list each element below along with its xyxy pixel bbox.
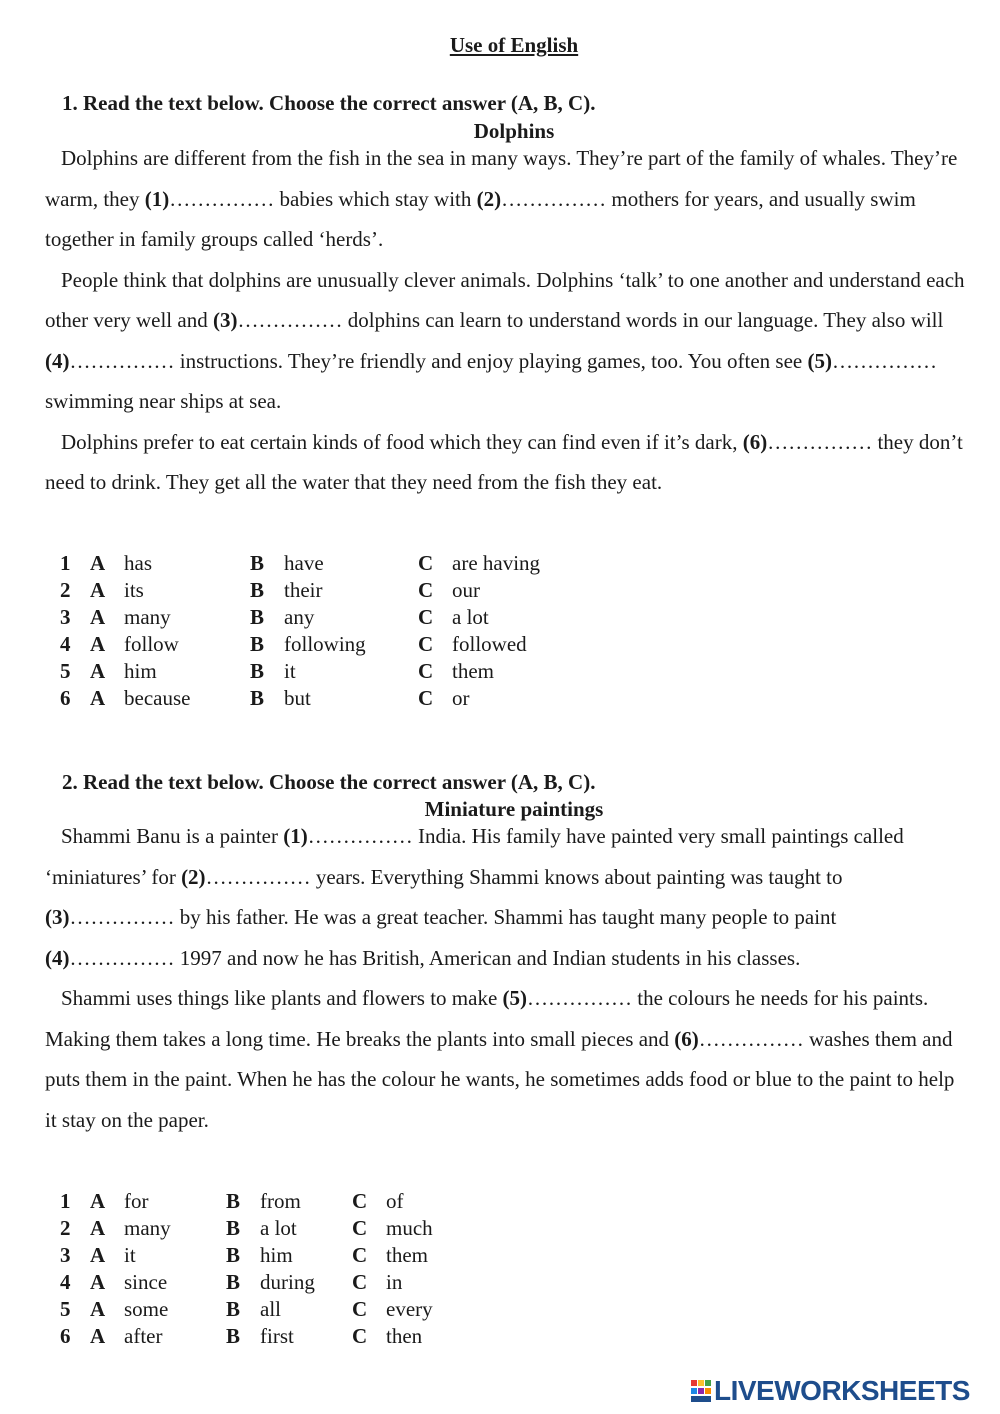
option-a[interactable]: some xyxy=(124,1297,169,1321)
gap-4-label: (4) xyxy=(45,348,70,373)
option-b[interactable]: all xyxy=(260,1297,281,1321)
option-b[interactable]: following xyxy=(284,632,366,656)
gap-6-blank[interactable]: …………… xyxy=(767,429,873,454)
task1-option-row: 1 A has B have C are having xyxy=(60,551,541,575)
option-b[interactable]: it xyxy=(284,659,296,683)
option-c[interactable]: every xyxy=(386,1297,433,1321)
gap-3-label: (3) xyxy=(212,308,238,332)
option-a[interactable]: follow xyxy=(124,632,179,656)
task1-options xyxy=(60,550,540,712)
option-a[interactable]: its xyxy=(124,578,144,602)
task2-options xyxy=(60,1188,433,1350)
gap-2-label: (2) xyxy=(476,186,502,211)
option-c[interactable]: our xyxy=(452,578,480,602)
task2-option-row: 1 A for B from C of xyxy=(60,1189,404,1213)
gap-4-label: (4) xyxy=(45,945,70,970)
gap-5-blank[interactable]: …………… xyxy=(832,348,937,373)
task2-paragraph-2: Shammi uses things like plants and flowers to make (5)…………… the colours he needs for his paints. Making them takes a long time. He breaks the plants into small pieces and (6)…………… washes them and puts them in the paint. When he has the colour he wants, he sometimes adds food or blue to the paint to help it stay on the paper. xyxy=(45,986,955,1132)
gap-6-label: (6) xyxy=(742,429,768,454)
task2-option-row: 6 A after B first C then xyxy=(60,1324,423,1348)
gap-4-blank[interactable]: …………… xyxy=(69,945,175,970)
gap-1-blank[interactable]: …………… xyxy=(307,824,413,848)
gap-3-label: (3) xyxy=(45,905,70,929)
task1-paragraph-2: People think that dolphins are unusually clever animals. Dolphins ‘talk’ to one another and understand each other very well and (3)…………… dolphins can learn to understand words in our language. They also will (4)…………… instructions. They’re friendly and enjoy playing games, too. You often see (5)…………… swimming near ships at sea. xyxy=(45,267,965,413)
option-a[interactable]: because xyxy=(124,686,191,710)
option-c[interactable]: then xyxy=(386,1324,423,1348)
option-a[interactable]: many xyxy=(124,605,171,629)
option-c[interactable]: them xyxy=(386,1243,428,1267)
gap-2-blank[interactable]: …………… xyxy=(205,864,311,889)
gap-6-blank[interactable]: …………… xyxy=(698,1026,804,1051)
option-c[interactable]: in xyxy=(386,1270,403,1294)
gap-3-blank[interactable]: …………… xyxy=(237,308,343,332)
task2-option-row: 3 A it B him C them xyxy=(60,1243,428,1267)
option-c[interactable]: much xyxy=(386,1216,433,1240)
task1-heading: 1. Read the text below. Choose the correct answer (A, B, C). xyxy=(62,91,596,115)
option-c[interactable]: them xyxy=(452,659,494,683)
gap-2-blank[interactable]: …………… xyxy=(501,186,607,211)
option-c[interactable]: are having xyxy=(452,551,541,575)
option-a[interactable]: it xyxy=(124,1243,136,1267)
option-a[interactable]: him xyxy=(124,659,157,683)
task1-option-row: 6 A because B but C or xyxy=(60,686,470,710)
option-b[interactable]: but xyxy=(284,686,311,710)
task1-passage-title: Dolphins xyxy=(473,119,555,143)
option-b[interactable]: from xyxy=(260,1189,301,1213)
gap-1-blank[interactable]: …………… xyxy=(169,186,275,211)
option-b[interactable]: have xyxy=(284,551,324,575)
gap-5-label: (5) xyxy=(807,348,832,373)
liveworksheets-logo-text: LIVEWORKSHEETS xyxy=(714,1375,970,1406)
option-b[interactable]: him xyxy=(260,1243,293,1267)
option-c[interactable]: a lot xyxy=(452,605,489,629)
task1-option-row: 2 A its B their C our xyxy=(60,578,480,602)
page-title: Use of English xyxy=(449,33,579,57)
gap-3-blank[interactable]: …………… xyxy=(69,905,175,929)
option-a[interactable]: has xyxy=(124,551,152,575)
task2-passage-title: Miniature paintings xyxy=(424,797,604,821)
task1-option-row: 4 A follow B following C followed xyxy=(60,632,527,656)
gap-4-blank[interactable]: …………… xyxy=(69,348,175,373)
option-c[interactable]: of xyxy=(386,1189,404,1213)
task2-option-row: 5 A some B all C every xyxy=(60,1297,433,1321)
option-a[interactable]: since xyxy=(124,1270,168,1294)
gap-1-label: (1) xyxy=(144,186,170,211)
gap-5-label: (5) xyxy=(502,986,528,1010)
option-b[interactable]: a lot xyxy=(260,1216,297,1240)
option-b[interactable]: their xyxy=(284,578,323,602)
gap-2-label: (2) xyxy=(181,864,206,889)
task1-paragraph-3: Dolphins prefer to eat certain kinds of food which they can find even if it’s dark, (6)…………… they don’t need to drink. They get all the water that they need from the fish they eat. xyxy=(45,429,963,494)
option-c[interactable]: or xyxy=(452,686,470,710)
option-a[interactable]: many xyxy=(124,1216,171,1240)
task2-heading: 2. Read the text below. Choose the correct answer (A, B, C). xyxy=(62,770,596,794)
option-b[interactable]: during xyxy=(260,1270,315,1294)
gap-1-label: (1) xyxy=(283,824,308,848)
option-a[interactable]: after xyxy=(124,1324,163,1348)
option-c[interactable]: followed xyxy=(452,632,527,656)
gap-5-blank[interactable]: …………… xyxy=(527,986,633,1010)
liveworksheets-logo-icon xyxy=(690,1378,712,1404)
option-a[interactable]: for xyxy=(124,1189,149,1213)
option-b[interactable]: any xyxy=(284,605,315,629)
liveworksheets-logo[interactable] xyxy=(690,1375,970,1407)
task1-passage xyxy=(45,138,970,503)
task2-paragraph-1: Shammi Banu is a painter (1)…………… India. His family have painted very small paintings called ‘miniatures’ for (2)…………… years. Everything Shammi knows about painting was taught to (3)…………… by his father. He was a great teacher. Shammi has taught many people to paint (4)…………… 1997 and now he has British, American and Indian students in his classes. xyxy=(45,824,904,970)
task2-option-row: 2 A many B a lot C much xyxy=(60,1216,433,1240)
task1-option-row: 3 A many B any C a lot xyxy=(60,605,489,629)
option-b[interactable]: first xyxy=(260,1324,294,1348)
task2-option-row: 4 A since B during C in xyxy=(60,1270,403,1294)
gap-6-label: (6) xyxy=(674,1026,699,1051)
task1-option-row: 5 A him B it C them xyxy=(60,659,494,683)
task2-passage xyxy=(45,816,970,1140)
task1-paragraph-1: Dolphins are different from the fish in the sea in many ways. They’re part of the family of whales. They’re warm, they (1)…………… babies which stay with (2)…………… mothers for years, and usually swim together in family groups called ‘herds’. xyxy=(45,146,958,251)
